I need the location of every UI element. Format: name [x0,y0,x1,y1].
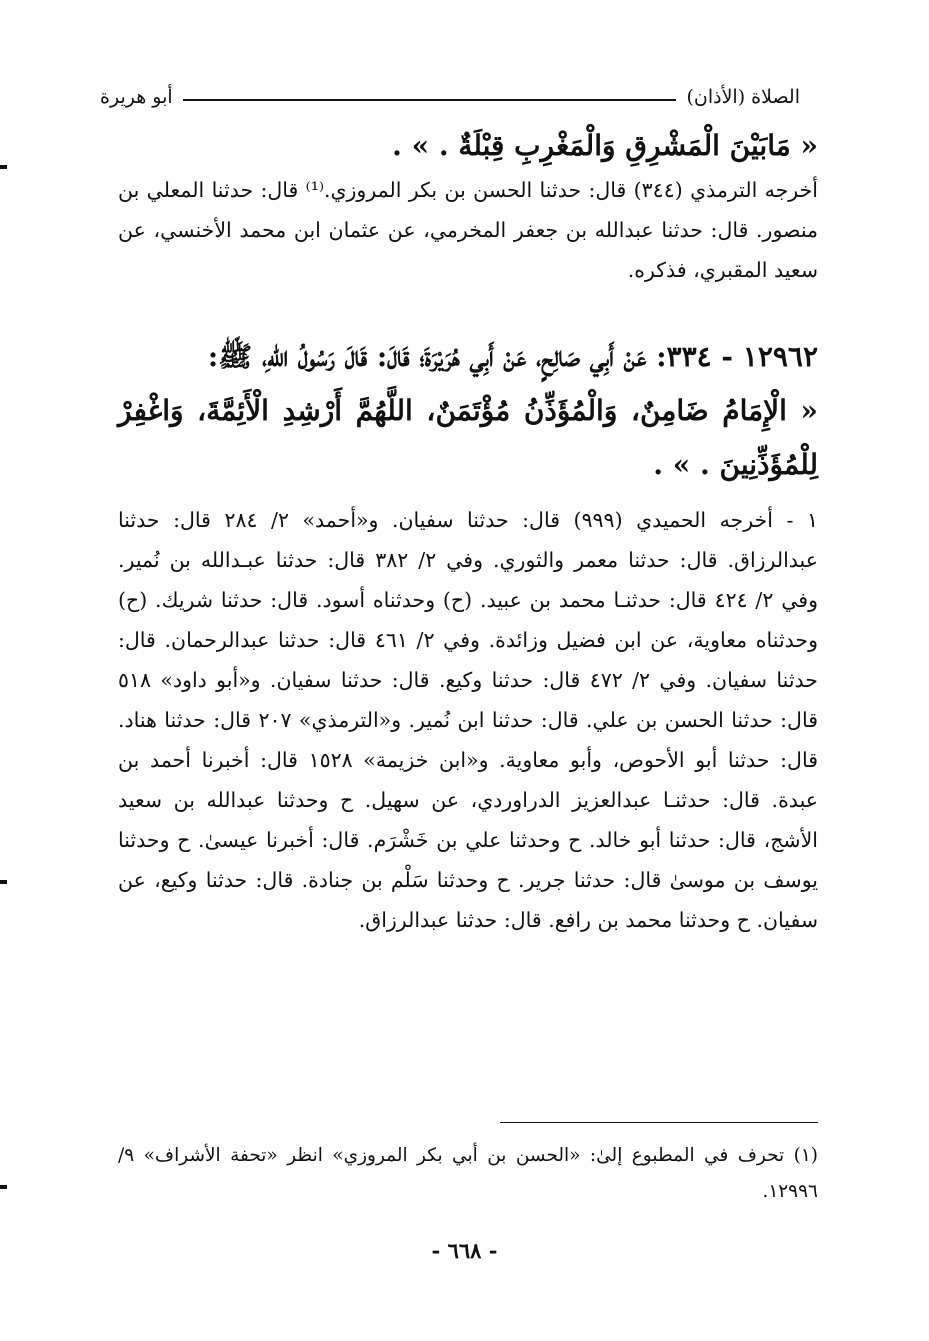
page-edge-mark [0,880,7,884]
hadith-header: ١٢٩٦٢ - ٣٣٤: عَنْ أَبِي صَالِحٍ، عَنْ أَبِي هُرَيْرَةَ؛ قَالَ: قَالَ رَسُولُ اللهِ، ﷺ: [207,340,818,373]
page-edge-mark [0,1185,7,1189]
footnote-text: (١) تحرف في المطبوع إلىٰ: «الحسن بن أبي بكر المروزي» انظر «تحفة الأشراف» ٩/ ١٢٩٩٦. [118,1145,818,1202]
page-number: - ٦٦٨ - [431,1238,498,1263]
footnote [118,1138,818,1210]
page-edge-mark [0,165,7,169]
previous-hadith-quote: « مَابَيْنَ الْمَشْرِقِ وَالْمَغْرِبِ قِبْلَةٌ . » . [392,129,818,162]
main-content [118,122,818,940]
previous-takhrij-paragraph: أخرجه الترمذي (٣٤٤) قال: حدثنا الحسن بن بكر المروزي.⁽¹⁾ قال: حدثنا المعلي بن منصور. قال: حدثنا عبدالله بن جعفر المخرمي، عن عثمان ابن محمد الأخنسي، عن سعيد المقبري، فذكره. [118,178,818,282]
footnote-divider [500,1122,818,1123]
hadith-text: « الْإِمَامُ ضَامِنٌ، وَالْمُؤَذِّنُ مُؤْتَمَنٌ، اللَّهُمَّ أَرْشِدِ الْأَئِمَّةَ، وَاغْفِرْ لِلْمُؤَذِّنِينَ . » . [118,394,818,481]
header-rule [183,99,677,101]
section-title: الصلاة (الأذان) [686,86,800,108]
running-header [100,82,800,112]
takhrij-paragraph: ١ - أخرجه الحميدي (٩٩٩) قال: حدثنا سفيان. و«أحمد» ٢/ ٢٨٤ قال: حدثنا عبدالرزاق. قال: حدثنا معمر والثوري. وفي ٢/ ٣٨٢ قال: حدثنا عبـدالله بن نُمير. وفي ٢/ ٤٢٤ قال: حدثنـا محمد بن عبيد. (ح) وحدثناه أسود. قال: حدثنا شريك. (ح) وحدثناه معاوية، عن ابن فضيل وزائدة. وفي ٢/ ٤٦١ قال: حدثنا عبدالرحمان. قال: حدثنا سفيان. وفي ٢/ ٤٧٢ قال: حدثنا وكيع. قال: حدثنا سفيان. و«أبو داود» ٥١٨ قال: حدثنا الحسن بن علي. قال: حدثنا ابن نُمير. و«الترمذي» ٢٠٧ قال: حدثنا هناد. قال: حدثنا أبو الأحوص، وأبو معاوية. و«ابن خزيمة» ١٥٢٨ قال: أخبرنا أحمد بن عبدة. قال: حدثنـا عبدالعزيز الدراوردي، عن سهيل. ح وحدثنا عبدالله بن سعيد الأشج، قال: حدثنا أبو خالد. ح وحدثنا علي بن خَشْرَم. قال: أخبرنا عيسىٰ. ح وحدثنا يوسف بن موسىٰ قال: حدثنا جرير. ح وحدثنا سَلْم بن جنادة. قال: حدثنا وكيع، عن سفيان. ح وحدثنا محمد بن رافع. قال: حدثنا عبدالرزاق. [118,508,818,932]
narrator-name: أبو هريرة [100,86,173,108]
